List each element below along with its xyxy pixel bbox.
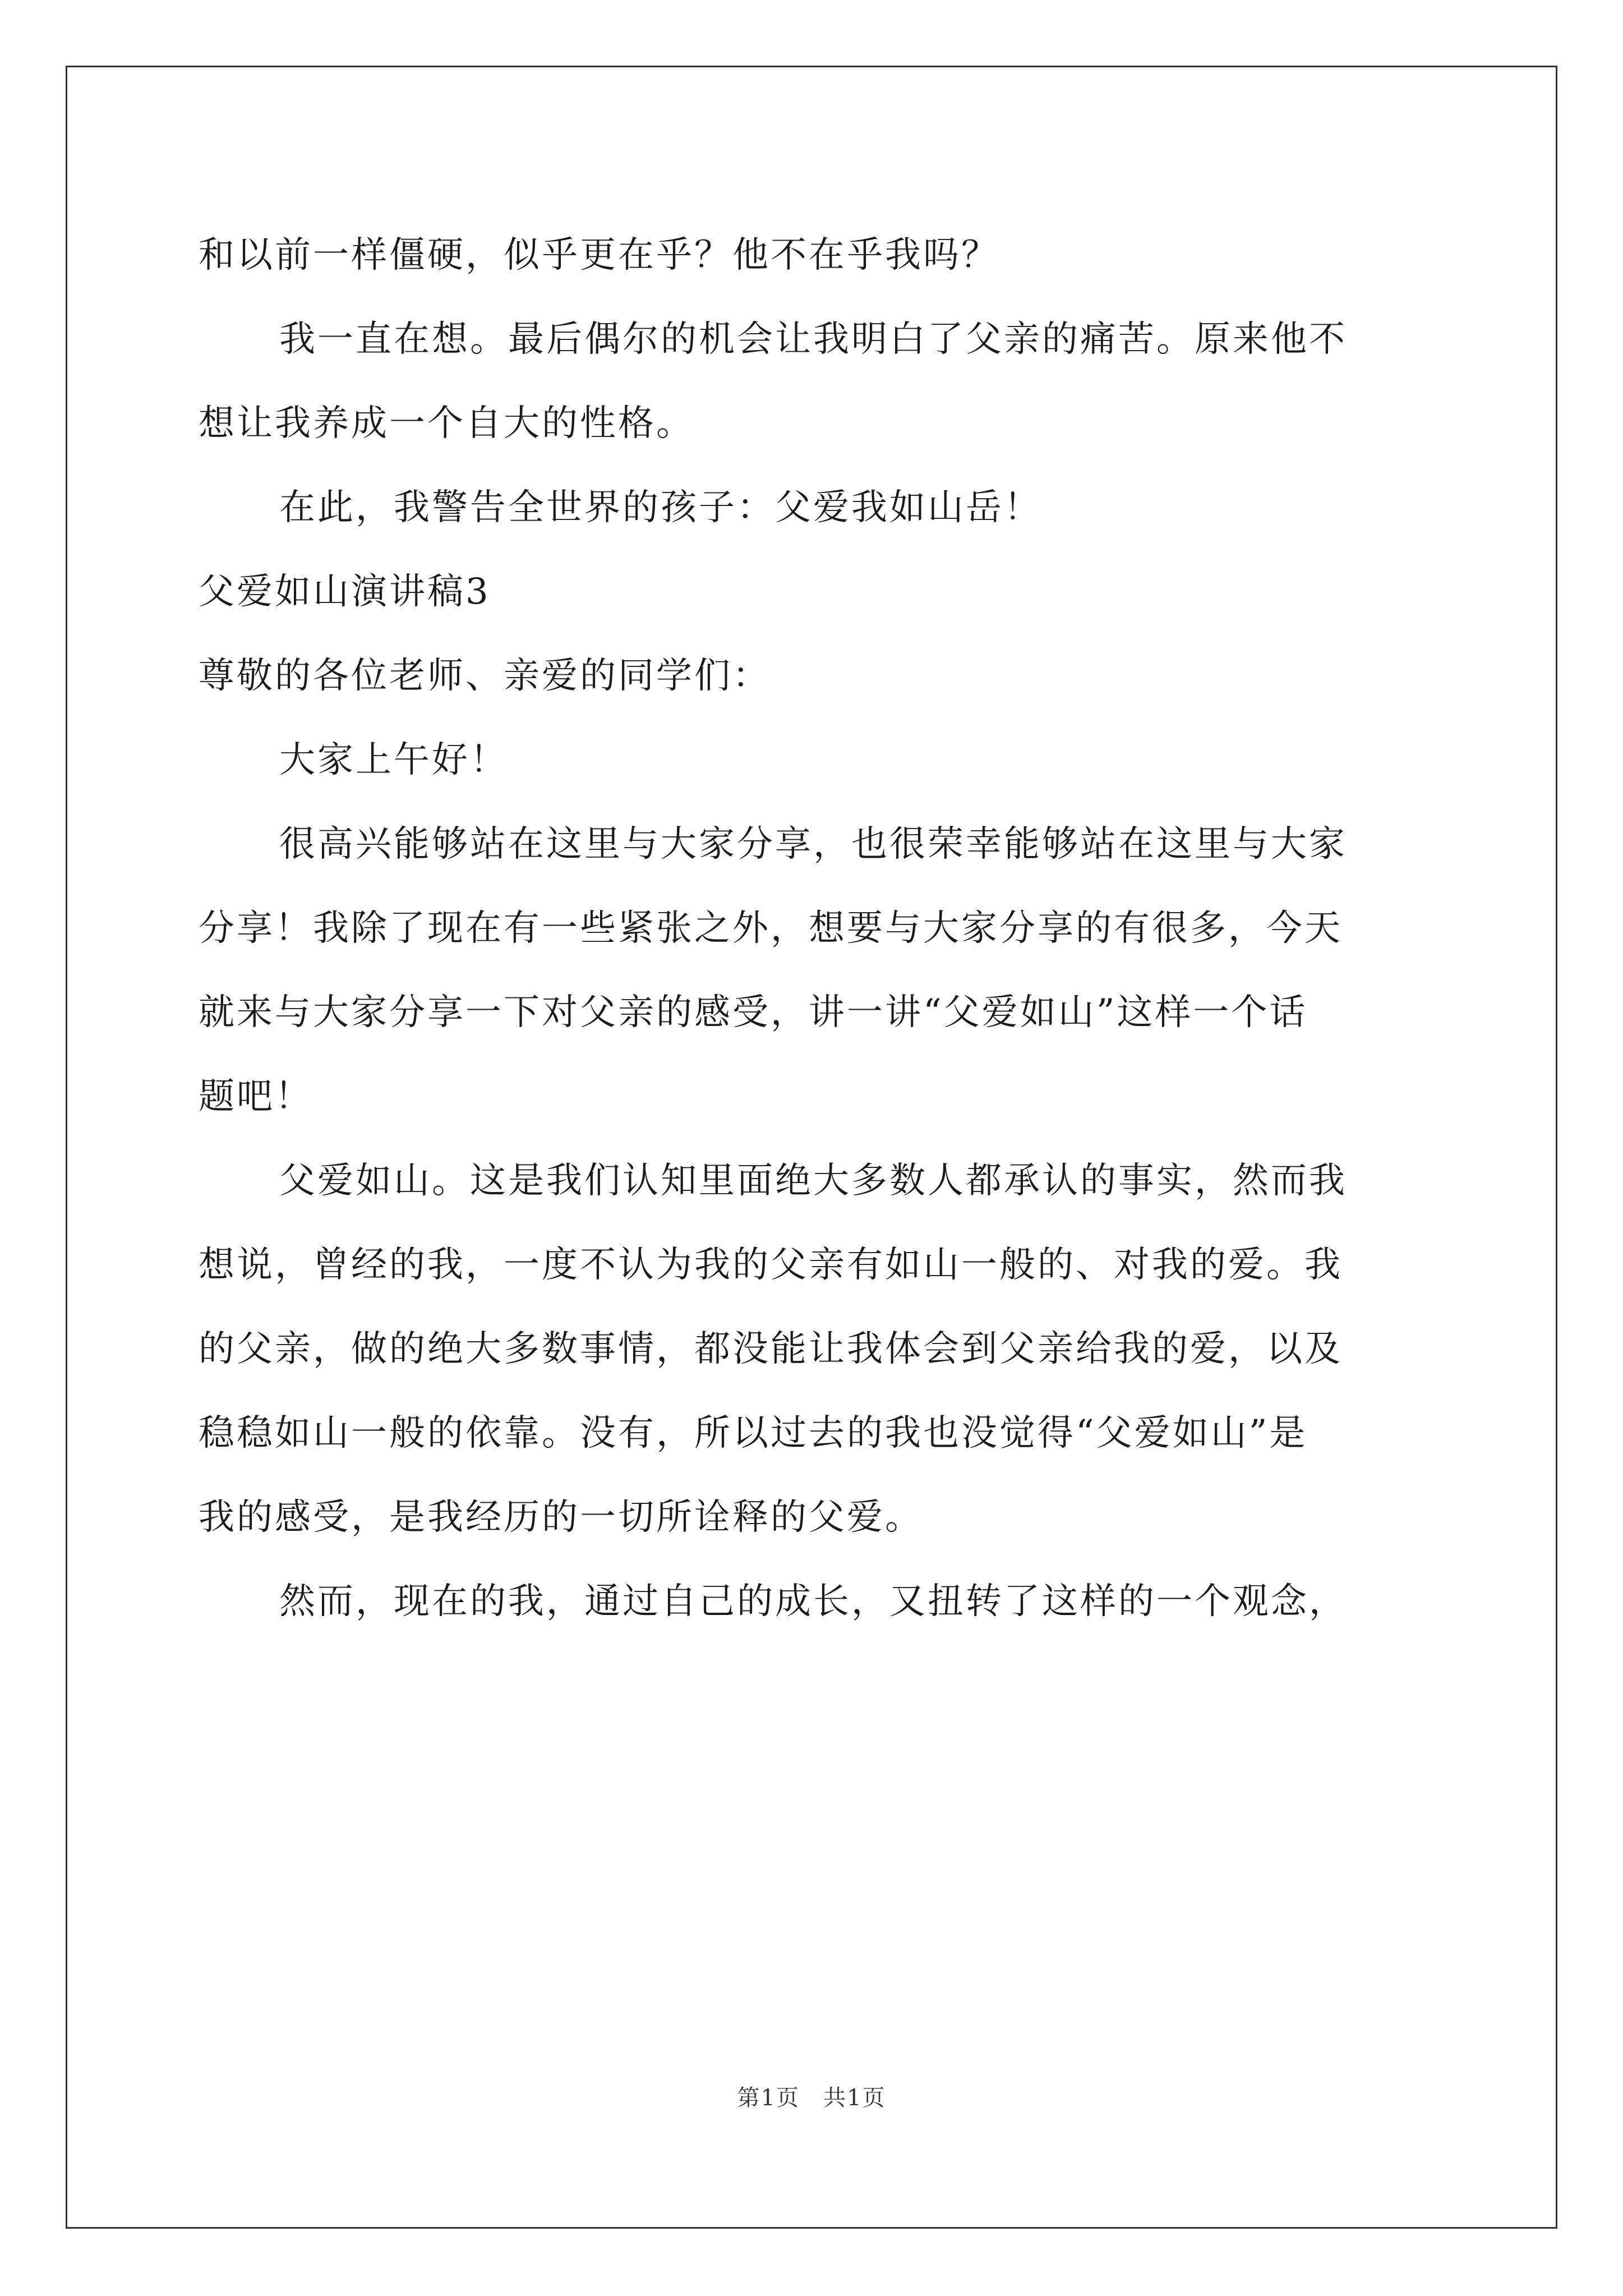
- text-line: 很高兴能够站在这里与大家分享，也很荣幸能够站在这里与大家: [279, 823, 1347, 865]
- text-line: 我的感受，是我经历的一切所诠释的父爱。: [199, 1497, 923, 1538]
- text-line: 就来与大家分享一下对父亲的感受，讲一讲“父爱如山”这样一个话: [199, 992, 1308, 1033]
- salutation: 尊敬的各位老师、亲爱的同学们：: [199, 655, 771, 697]
- page-footer: 第1页 共1页: [737, 2085, 886, 2111]
- text-line: 父爱如山。这是我们认知里面绝大多数人都承认的事实，然而我: [279, 1160, 1347, 1202]
- text-line: 想说，曾经的我，一度不认为我的父亲有如山一般的、对我的爱。我: [199, 1244, 1343, 1286]
- text-line: 我一直在想。最后偶尔的机会让我明白了父亲的痛苦。原来他不: [279, 319, 1347, 360]
- text-line: 分享！我除了现在有一些紧张之外，想要与大家分享的有很多，今天: [199, 908, 1343, 949]
- text-line: 稳稳如山一般的依靠。没有，所以过去的我也没觉得“父爱如山”是: [199, 1412, 1308, 1454]
- text-line: 题吧！: [199, 1076, 313, 1117]
- text-line: 的父亲，做的绝大多数事情，都没能让我体会到父亲给我的爱，以及: [199, 1328, 1343, 1370]
- text-line: 在此，我警告全世界的孩子：父爱我如山岳！: [279, 487, 1042, 528]
- text-line: 然而，现在的我，通过自己的成长，又扭转了这样的一个观念，: [279, 1581, 1347, 1622]
- section-heading: 父爱如山演讲稿3: [199, 571, 491, 613]
- text-line: 想让我养成一个自大的性格。: [199, 403, 694, 444]
- text-line: 和以前一样僵硬，似乎更在乎？他不在乎我吗？: [199, 234, 999, 276]
- greeting: 大家上午好！: [279, 739, 508, 781]
- document-body: [199, 213, 1427, 1644]
